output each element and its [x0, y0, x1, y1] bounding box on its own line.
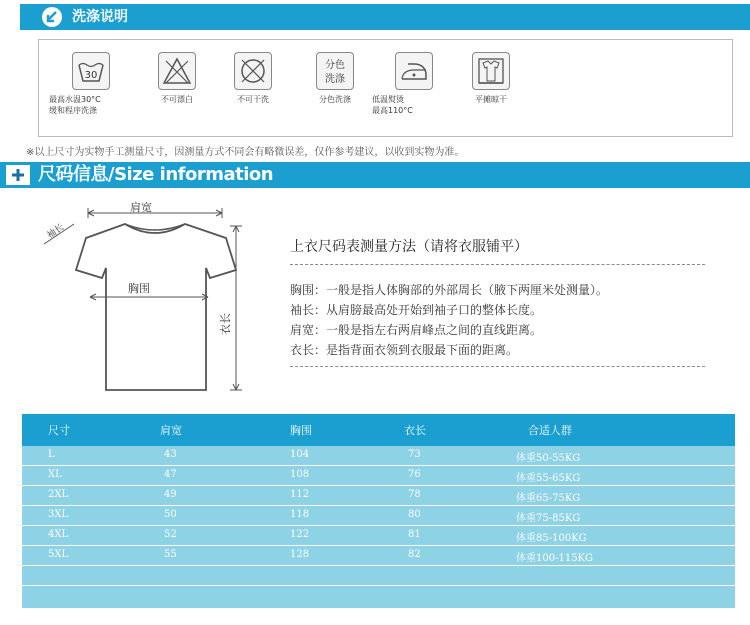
- cell-chest: 108: [290, 469, 310, 480]
- cell-fit: 体重55-65KG: [516, 473, 581, 484]
- care-item-dry-flat: [449, 52, 533, 105]
- cell-shoulder: 47: [164, 469, 177, 480]
- desc-sleeve: 袖长：从肩膀最高处开始到袖子口的整体长度。: [290, 303, 543, 317]
- wash-header-bar: [20, 4, 750, 30]
- cell-size: 4XL: [48, 529, 69, 540]
- arrow-icon: [42, 7, 62, 27]
- cell-size: XL: [48, 469, 62, 480]
- care-label: 最高水温30°C 缓和程序洗涤: [49, 95, 101, 115]
- svg-text:分色: 分色: [325, 60, 345, 71]
- table-row: [22, 466, 735, 486]
- svg-text:30: 30: [84, 70, 98, 81]
- table-row-empty: [22, 566, 735, 586]
- cell-size: 3XL: [48, 509, 69, 520]
- care-item-separate-wash: [293, 52, 377, 105]
- size-title: 尺码信息/Size information: [38, 164, 274, 185]
- table-header: [22, 414, 735, 446]
- cell-length: 73: [408, 449, 421, 460]
- table-row: [22, 446, 735, 466]
- cell-shoulder: 50: [164, 509, 177, 520]
- divider: [290, 366, 705, 367]
- cell-fit: 体重50-55KG: [516, 453, 581, 464]
- cell-chest: 122: [290, 529, 310, 540]
- cell-size: 2XL: [48, 489, 69, 500]
- cell-length: 81: [408, 529, 421, 540]
- cell-size: L: [48, 449, 55, 460]
- wash-title: 洗涤说明: [72, 9, 128, 25]
- care-symbols-box: [38, 39, 733, 137]
- header-shoulder: 肩宽: [160, 424, 182, 437]
- cell-length: 78: [408, 489, 421, 500]
- cell-fit: 体重65-75KG: [516, 493, 581, 504]
- wash-30-icon: [72, 52, 110, 90]
- desc-shoulder: 肩宽：一般是指左右两肩峰点之间的直线距离。: [290, 323, 543, 337]
- care-label: 不可漂白: [161, 95, 193, 104]
- header-chest: 胸围: [290, 424, 312, 437]
- desc-length: 衣长：是指背面衣领到衣服最下面的距离。: [290, 343, 519, 357]
- shoulder-label: 肩宽: [130, 201, 152, 214]
- iron-low-icon: [395, 52, 433, 90]
- care-label: 平摊晾干: [475, 95, 507, 104]
- plus-icon: [6, 165, 30, 185]
- chest-label: 胸围: [128, 282, 150, 295]
- length-label: 衣长: [219, 313, 232, 335]
- cell-fit: 体重75-85KG: [516, 513, 581, 524]
- cell-length: 80: [408, 509, 421, 520]
- cell-shoulder: 52: [164, 529, 177, 540]
- table-row: [22, 486, 735, 506]
- desc-chest: 胸围：一般是指人体胸部的外部周长（腋下两厘米处测量）。: [290, 283, 609, 297]
- care-item-wash-30: [49, 52, 133, 116]
- header-fit: 合适人群: [528, 424, 572, 437]
- care-item-iron-low: [372, 52, 456, 116]
- care-label: 分色洗涤: [319, 95, 351, 104]
- header-size: 尺寸: [48, 424, 70, 437]
- table-row: [22, 546, 735, 566]
- cell-chest: 128: [290, 549, 310, 560]
- cell-chest: 112: [290, 489, 310, 500]
- cell-shoulder: 55: [164, 549, 177, 560]
- table-row: [22, 526, 735, 546]
- no-dryclean-icon: [234, 52, 272, 90]
- sleeve-label: 袖长: [45, 222, 67, 241]
- care-label: 低温熨烫 最高110°C: [372, 95, 413, 115]
- cell-length: 76: [408, 469, 421, 480]
- cell-fit: 体重100-115KG: [516, 553, 594, 564]
- header-length: 衣长: [404, 424, 426, 437]
- divider: [290, 264, 705, 265]
- cell-length: 82: [408, 549, 421, 560]
- cell-size: 5XL: [48, 549, 69, 560]
- method-title: 上衣尺码表测量方法（请将衣服铺平）: [290, 239, 528, 255]
- care-item-no-dryclean: [211, 52, 295, 105]
- size-table: [22, 414, 735, 608]
- dry-flat-icon: [472, 52, 510, 90]
- tshirt-outline-icon: [30, 190, 280, 405]
- svg-text:洗涤: 洗涤: [325, 74, 345, 85]
- care-label: 不可干洗: [237, 95, 269, 104]
- measurement-note: ※以上尺寸为实物手工测量尺寸，因测量方式不同会有略微误差，仅作参考建议，以收到实物为准。: [26, 147, 465, 158]
- cell-fit: 体重85-100KG: [516, 533, 587, 544]
- tshirt-diagram: [30, 190, 280, 405]
- cell-chest: 118: [290, 509, 310, 520]
- cell-shoulder: 49: [164, 489, 177, 500]
- table-row: [22, 506, 735, 526]
- separate-wash-icon: [316, 52, 354, 90]
- no-bleach-icon: [158, 52, 196, 90]
- care-item-no-bleach: [135, 52, 219, 105]
- cell-chest: 104: [290, 449, 310, 460]
- cell-shoulder: 43: [164, 449, 177, 460]
